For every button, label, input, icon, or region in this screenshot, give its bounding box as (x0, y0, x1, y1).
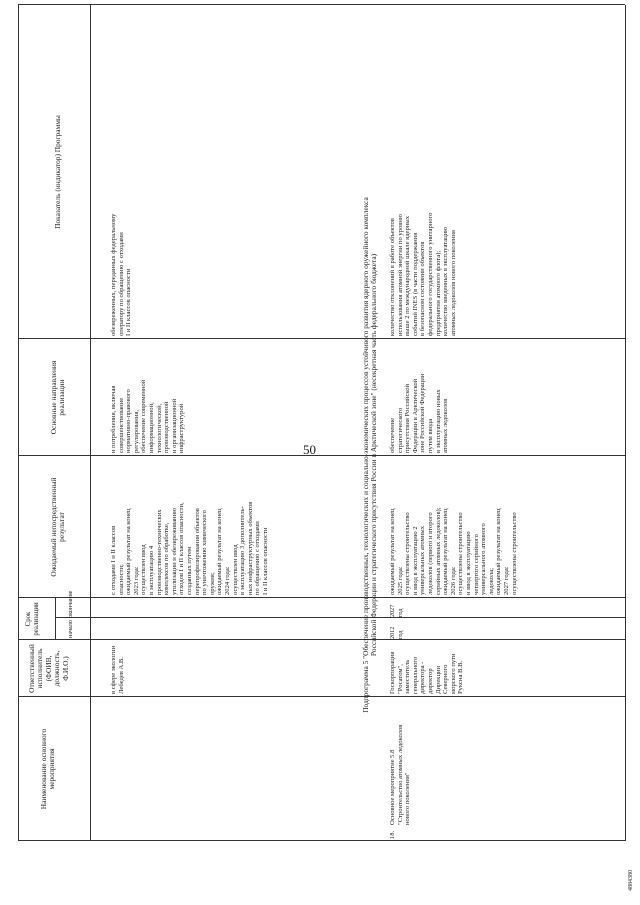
table-top-rule (18, 5, 19, 841)
col-rule-1 (18, 696, 625, 697)
col-rule-3 (55, 617, 625, 618)
col-rule-0 (18, 840, 625, 841)
table-bottom-rule (625, 5, 626, 841)
cont-indicator: обезвреженных, переданных федеральному оператору по обращению с отходами I и II классов опасности (110, 213, 133, 336)
header-result: Ожидаемый непосредственный результат (49, 477, 67, 577)
document-id: 4884380 (628, 870, 634, 891)
row18-start: 2012 год (389, 626, 404, 639)
row18-indicator: количество отклонений в работе объектов использования атомной энергии по уровню выше 2 по международной шкале ядерных событий INES (в части поддержания в безопасном состоянии объектов федерального государственного унитарного предприятия атомного флота); количество введенных в эксплуатацию атомных ледоколов нового поколения (389, 212, 457, 336)
header-start: начало (67, 620, 74, 638)
row18-end: 2027 год (389, 604, 404, 617)
row18-result: ожидаемый результат на конец 2025 года: осуществлены строительство и ввод в эксплуатацию 2 универсальных атомных ледоколов (первого и второго серийных атомных ледоколов); ожидаемый результат на конец 2026 года: осуществлены строительство и ввод в эксплуатацию четвертого серийного универсального атомного ледокола; ожидаемый результат на конец 2027 года: осуществлены строительство (389, 507, 518, 595)
cont-result: с отходами I и II классов опасности; ожидаемый результат на конец 2023 года: осуществлен ввод в эксплуатацию 4 производственно-технических комплексов по обработке, утилизации и обезвреживанию отходов I и II классов опасности, созданных путем перепрофилирования объектов по уничтожению химического оружия; ожидаемый результат на конец 2024 года: осуществлен ввод в эксплуатацию 3 дополнитель- ных инфраструктурных объектов по обращению с отходами I и II классов опасности (110, 501, 269, 595)
subprogram-heading: Подпрограмма 5 "Обеспечение производственных, технологических и социально-экономических процессов устойчивого развития ядерного оружейного комплекса Российской Федерации и стратегического присутствия России в Арктической зоне" (несекретная часть федерального бюджета) (361, 197, 379, 713)
header-directions: Основные направления реализации (49, 360, 67, 435)
page-number: 50 (303, 442, 316, 457)
header-indicator: Показатель (индикатор) Программы (53, 115, 62, 229)
header-bottom-rule (90, 5, 91, 841)
col-rule-7 (18, 4, 625, 5)
row18-directions: обеспечение стратегического присутствия Российской Федерации в Арктической зоне Российской Федерации путем ввода в эксплуатацию новых атомных ледоколов (389, 373, 450, 453)
period-header-split (55, 598, 56, 640)
row18-name: Основное мероприятие 5.8 "Строительство атомных ледоколов нового поколения" (389, 724, 412, 825)
col-rule-4 (18, 597, 625, 598)
header-responsible: Ответственный исполнитель (ФОИВ, должность, Ф.И.О.) (27, 644, 70, 693)
header-period: Срок реализации (25, 602, 41, 636)
header-end: окончание (67, 590, 74, 618)
cont-responsible: в сфере экологии Лебедев А.В. (110, 645, 125, 694)
cont-directions: и потребления, включая совершенствование нормативно-правового регулирования, обеспечение современной информационной, технологической, производственной и организационной инфраструктурой (110, 379, 186, 453)
row18-number: 18. (389, 830, 396, 839)
row18-responsible: Госкорпорация "Росатом", заместитель генерального директора - директор Дирекции Северного морского пути Руксна В.В. (389, 651, 465, 694)
header-name: Наименование основного мероприятия (39, 728, 57, 810)
